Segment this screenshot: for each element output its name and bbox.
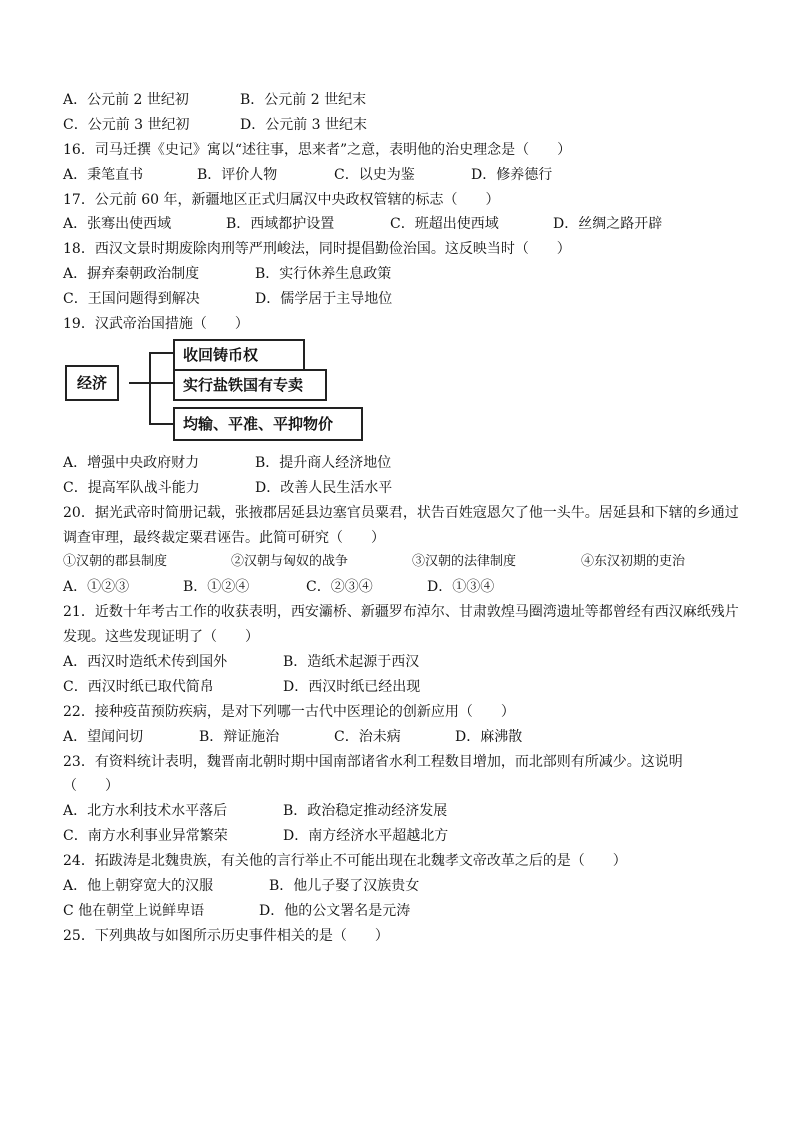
q17-option-d: D．丝绸之路开辟: [553, 216, 663, 233]
q22-option-a: A．望闻问切: [63, 728, 144, 745]
diagram-item-box-3: 均输、平准、平抑物价: [173, 407, 363, 441]
q20-item-1: ①汉朝的郡县制度: [63, 554, 168, 570]
q18-option-c: C．王国问题得到解决: [63, 291, 200, 308]
q21-options-row-1: [63, 650, 743, 675]
q18-options-row-2: [63, 287, 743, 312]
q20-item-4: ④东汉初期的吏治: [581, 554, 686, 570]
q24-options-row-2: [63, 899, 743, 924]
q17-options: [63, 212, 743, 237]
q21-options-row-2: [63, 675, 743, 700]
q20-options: [63, 575, 743, 600]
q24-option-a: A．他上朝穿宽大的汉服: [63, 878, 214, 895]
q16-option-c: C．以史为鉴: [334, 166, 415, 183]
q23-option-b: B．政治稳定推动经济发展: [283, 803, 448, 820]
q18-options-row-1: [63, 262, 743, 287]
diagram-item-box-2: 实行盐铁国有专卖: [173, 369, 327, 401]
q24-options-row-1: [63, 874, 743, 899]
q19-option-c: C．提高军队战斗能力: [63, 479, 200, 496]
q23-option-c: C．南方水利事业异常繁荣: [63, 828, 228, 845]
q21-option-a: A．西汉时造纸术传到国外: [63, 654, 228, 671]
q18-stem: 18．西汉文景时期废除肉刑等严刑峻法，同时提倡勤俭治国。这反映当时（ ）: [63, 241, 571, 258]
q21-stem-line-1: 21．近数十年考古工作的收获表明，西安灞桥、新疆罗布淖尔、甘肃敦煌马圈湾遗址等都曾经有西汉麻纸残片: [63, 604, 739, 621]
q20-item-3: ③汉朝的法律制度: [412, 554, 517, 570]
q20-option-a: A．①②③: [63, 579, 130, 596]
q24-stem: 24．拓跋涛是北魏贵族，有关他的言行举止不可能出现在北魏孝文帝改革之后的是（ ）: [63, 853, 627, 870]
q20-items: [63, 550, 743, 575]
q19-option-a: A．增强中央政府财力: [63, 454, 200, 471]
q17-option-b: B．西域都护设置: [226, 216, 335, 233]
q20-item-2: ②汉朝与匈奴的战争: [231, 554, 349, 570]
q19-diagram: [63, 339, 743, 445]
q17-option-c: C．班超出使西域: [390, 216, 499, 233]
diagram-root-box: 经济: [65, 365, 119, 401]
q22-stem: 22．接种疫苗预防疾病，是对下列哪一古代中医理论的创新应用（ ）: [63, 703, 515, 720]
q19-option-d: D．改善人民生活水平: [255, 479, 393, 496]
q20-option-b: B．①②④: [183, 579, 250, 596]
q15-option-c: C．公元前 3 世纪初: [63, 116, 190, 133]
q21-stem-line-2: 发现。这些发现证明了（ ）: [63, 629, 259, 646]
q18-option-b: B．实行休养生息政策: [255, 266, 392, 283]
diagram-connector-trunk: [149, 352, 151, 424]
q18-option-a: A．摒弃秦朝政治制度: [63, 266, 200, 283]
exam-page: [63, 88, 743, 949]
q21-option-d: D．西汉时纸已经出现: [283, 678, 421, 695]
q24-option-c: C 他在朝堂上说鲜卑语: [63, 902, 205, 919]
q20-stem-line-1: 20．据光武帝时简册记载，张掖郡居延县边塞官员粟君，状告百姓寇恩欠了他一头牛。居延县和下辖的乡通过: [63, 504, 739, 521]
q20-option-d: D．①③④: [427, 579, 495, 596]
q25-stem: 25．下列典故与如图所示历史事件相关的是（ ）: [63, 927, 389, 944]
q22-option-d: D．麻沸散: [455, 728, 523, 745]
diagram-item-box-1: 收回铸币权: [173, 339, 305, 371]
q19-option-b: B．提升商人经济地位: [255, 454, 392, 471]
q23-options-row-1: [63, 799, 743, 824]
q15-option-d: D．公元前 3 世纪末: [240, 116, 368, 133]
q24-option-b: B．他儿子娶了汉族贵女: [269, 878, 420, 895]
q15-options-row-2: [63, 113, 743, 138]
q21-option-b: B．造纸术起源于西汉: [283, 654, 420, 671]
diagram-connector-1: [149, 352, 173, 354]
q22-option-c: C．治未病: [334, 728, 401, 745]
diagram-connector-root: [129, 382, 149, 384]
q19-options-row-1: [63, 451, 743, 476]
q15-options-row-1: [63, 88, 743, 113]
q19-stem: 19．汉武帝治国措施（ ）: [63, 316, 249, 333]
q22-options: [63, 725, 743, 750]
q19-options-row-2: [63, 476, 743, 501]
q17-stem: 17．公元前 60 年，新疆地区正式归属汉中央政权管辖的标志（ ）: [63, 191, 500, 208]
q21-option-c: C．西汉时纸已取代简帛: [63, 678, 214, 695]
q16-options: [63, 163, 743, 188]
q22-option-b: B．辩证施治: [199, 728, 280, 745]
q20-option-c: C．②③④: [306, 579, 373, 596]
q23-stem-line-2: （ ）: [63, 778, 119, 795]
q17-option-a: A．张骞出使西域: [63, 216, 172, 233]
q24-option-d: D．他的公文署名是元涛: [259, 902, 411, 919]
q20-stem-line-2: 调查审理，最终裁定粟君诬告。此简可研究（ ）: [63, 529, 385, 546]
q23-option-a: A．北方水利技术水平落后: [63, 803, 228, 820]
q15-option-a: A．公元前 2 世纪初: [63, 92, 189, 108]
q16-stem: 16．司马迁撰《史记》寓以“述往事，思来者”之意，表明他的治史理念是（ ）: [63, 141, 572, 158]
q23-stem-line-1: 23．有资料统计表明，魏晋南北朝时期中国南部诸省水利工程数目增加，而北部则有所减少。这说明: [63, 753, 683, 770]
q18-option-d: D．儒学居于主导地位: [255, 291, 393, 308]
q15-option-b: B．公元前 2 世纪末: [240, 92, 367, 108]
q16-option-a: A．秉笔直书: [63, 166, 144, 183]
diagram-connector-3: [149, 423, 173, 425]
q16-option-d: D．修养德行: [471, 166, 553, 183]
diagram-connector-2: [149, 382, 173, 384]
q16-option-b: B．评价人物: [197, 166, 278, 183]
q23-options-row-2: [63, 824, 743, 849]
q23-option-d: D．南方经济水平超越北方: [283, 828, 449, 845]
